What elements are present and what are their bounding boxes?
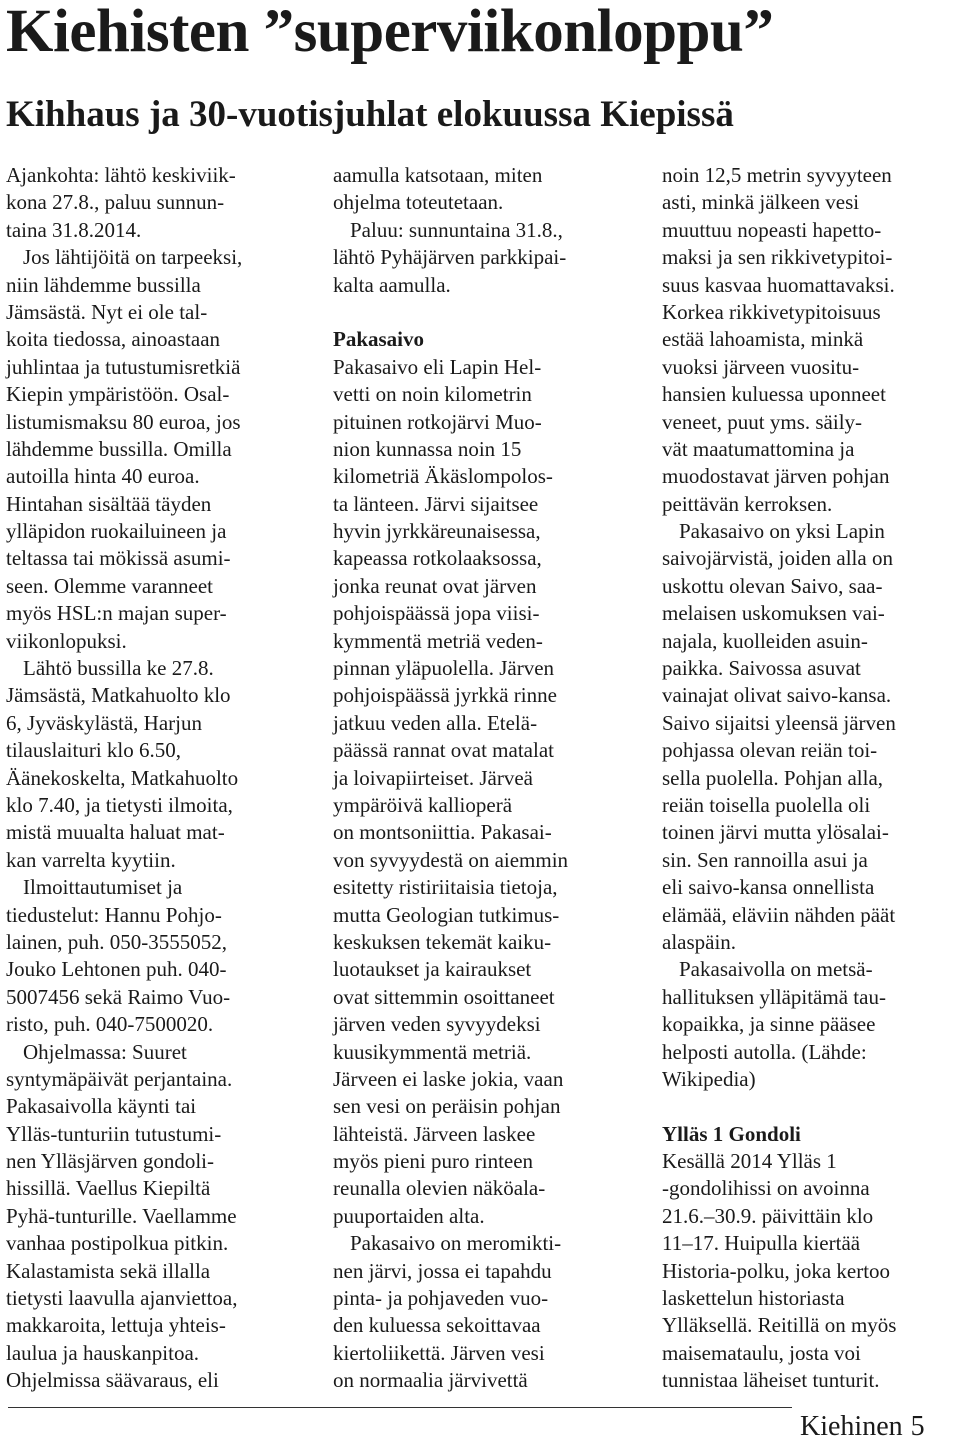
text-line: listumismaksu 80 euroa, jos [6, 409, 241, 434]
text-line: kalta aamulla. [333, 272, 451, 297]
text-line: pituinen rotkojärvi Muo- [333, 409, 542, 434]
text-line: klo 7.40, ja tietysti ilmoita, [6, 792, 233, 817]
text-line: tunnistaa läheiset tunturit. [662, 1368, 880, 1393]
article-column-3 [662, 162, 958, 1395]
text-line: juhlintaa ja tutustumisretkiä [6, 354, 241, 379]
text-line: uskottu olevan Saivo, saa- [662, 573, 883, 598]
text-line: Ohjelmassa: Suuret [23, 1039, 187, 1064]
text-line: sin. Sen rannoilla asui ja [662, 847, 868, 872]
text-line: nen järvi, jossa ei tapahdu [333, 1258, 552, 1283]
section-heading: Ylläs 1 Gondoli [662, 1121, 801, 1146]
text-line: syntymäpäivät perjantaina. [6, 1066, 233, 1091]
text-line: hyvin jyrkkäreunaisessa, [333, 519, 541, 544]
text-line: hallituksen ylläpitämä tau- [662, 984, 886, 1009]
text-line: Pakasaivo eli Lapin Hel- [333, 354, 542, 379]
text-line: Pakasaivolla on metsä- [679, 957, 873, 982]
text-line: Ilmoittautumiset ja [23, 875, 183, 900]
text-line: Kalastamista sekä illalla [6, 1258, 211, 1283]
text-line: jonka reunat ovat järven [333, 573, 537, 598]
text-line: tiedustelut: Hannu Pohjo- [6, 902, 222, 927]
text-line: viikonlopuksi. [6, 628, 127, 653]
text-line: teltassa tai mökissä asumi- [6, 546, 231, 571]
text-line: autoilla hinta 40 euroa. [6, 464, 200, 489]
text-line: vät maatumattomina ja [662, 436, 855, 461]
text-line: Hintahan sisältää täyden [6, 491, 212, 516]
text-line: Pyhä-tunturille. Vaellamme [6, 1203, 237, 1228]
text-line [662, 1093, 958, 1120]
text-line: taina 31.8.2014. [6, 217, 142, 242]
text-line: Ajankohta: lähtö keskiviik- [6, 163, 236, 187]
text-line: den kuluessa sekoittavaa [333, 1313, 541, 1338]
text-line: aamulla katsotaan, miten [333, 163, 543, 187]
text-line: muodostavat järven pohjan [662, 464, 890, 489]
text-line: tilauslaituri klo 6.50, [6, 738, 181, 763]
text-line: pohjoispäässä jyrkkä rinne [333, 683, 557, 708]
text-line: eli saivo-kansa onnellista [662, 875, 875, 900]
text-line: najala, kuolleiden asuin- [662, 628, 868, 653]
text-line: kuusikymmentä metriä. [333, 1039, 532, 1064]
text-line: luotaukset ja kairaukset [333, 957, 532, 982]
text-line: Ylläs-tunturiin tutustumi- [6, 1121, 222, 1146]
text-line: vetti on noin kilometrin [333, 382, 532, 407]
text-line: hissillä. Vaellus Kiepiltä [6, 1176, 211, 1201]
text-line: myös HSL:n majan super- [6, 601, 227, 626]
text-line: keskuksen tekemät kaiku- [333, 929, 552, 954]
text-line: vainajat olivat saivo-kansa. [662, 683, 892, 708]
text-line: kapeassa rotkolaaksossa, [333, 546, 542, 571]
text-line: pohjassa olevan reiän toi- [662, 738, 878, 763]
text-line: vuoksi järveen vuositu- [662, 354, 860, 379]
text-line: 21.6.–30.9. päivittäin klo [662, 1203, 874, 1228]
text-line: puuportaiden alta. [333, 1203, 485, 1228]
text-line: Saivo sijaitsi yleensä järven [662, 710, 896, 735]
text-line: risto, puh. 040-7500020. [6, 1012, 214, 1037]
text-line: nen Ylläsjärven gondoli- [6, 1149, 215, 1174]
text-line: on normaalia järvivettä [333, 1368, 528, 1393]
text-line: reunalla olevien näköala- [333, 1176, 546, 1201]
text-line: nion kunnassa noin 15 [333, 436, 522, 461]
text-line: ohjelma toteutetaan. [333, 190, 504, 215]
text-line: asti, minkä jälkeen vesi [662, 190, 860, 215]
text-line: lähtö Pyhäjärven parkkipai- [333, 245, 567, 270]
text-line: Kesällä 2014 Ylläs 1 [662, 1149, 837, 1174]
text-line: reiän toisella puolella oli [662, 792, 871, 817]
article-column-1 [6, 162, 302, 1395]
subheadline: Kihhaus ja 30-vuotisjuhlat elokuussa Kiepissä [6, 94, 734, 135]
text-line: mistä muualta haluat mat- [6, 820, 225, 845]
text-line: Historia-polku, joka kertoo [662, 1258, 891, 1283]
page-footer [800, 1411, 925, 1443]
text-line: Jos lähtijöitä on tarpeeksi, [23, 245, 243, 270]
text-line: 5007456 sekä Raimo Vuo- [6, 984, 231, 1009]
text-line: pinnan yläpuolella. Järven [333, 656, 555, 681]
page-number: 5 [910, 1411, 925, 1442]
text-line: Paluu: sunnuntaina 31.8., [350, 217, 563, 242]
text-line: melaisen uskomuksen vai- [662, 601, 885, 626]
article-column-2 [333, 162, 629, 1395]
publication-name: Kiehinen [800, 1411, 903, 1442]
text-line: toinen järvi mutta ylösalai- [662, 820, 889, 845]
text-line: esitetty ristiriitaisia tietoja, [333, 875, 558, 900]
text-line: alaspäin. [662, 929, 737, 954]
text-line: Järveen ei laske jokia, vaan [333, 1066, 564, 1091]
text-line: noin 12,5 metrin syvyyteen [662, 163, 892, 187]
text-line: Jämsästä, Matkahuolto klo [6, 683, 231, 708]
text-line: Pakasaivolla käynti tai [6, 1094, 197, 1119]
text-line: sella puolella. Pohjan alla, [662, 765, 884, 790]
text-line: lainen, puh. 050-3555052, [6, 929, 228, 954]
text-line: ovat sittemmin osoittaneet [333, 984, 555, 1009]
text-line: laskettelun historiasta [662, 1286, 845, 1311]
text-line: Jämsästä. Nyt ei ole tal- [6, 299, 208, 324]
text-line: 6, Jyväskylästä, Harjun [6, 710, 202, 735]
text-line: kan varrelta kyytiin. [6, 847, 176, 872]
text-line: tietysti laavulla ajanviettoa, [6, 1286, 238, 1311]
text-line: maisemataulu, josta voi [662, 1340, 861, 1365]
text-line: maksi ja sen rikkivetypitoi- [662, 245, 893, 270]
text-line: jatkuu veden alla. Etelä- [333, 710, 538, 735]
text-line: vanhaa postipolkua pitkin. [6, 1231, 229, 1256]
text-line: muuttuu nopeasti hapetto- [662, 217, 882, 242]
section-heading: Pakasaivo [333, 327, 425, 352]
text-line: veneet, puut yms. säily- [662, 409, 863, 434]
text-line [333, 299, 629, 326]
text-line: ympäröivä kallioperä [333, 792, 513, 817]
text-line: Äänekoskelta, Matkahuolto [6, 765, 239, 790]
text-line: laulua ja hauskanpitoa. [6, 1340, 200, 1365]
text-line: kilometriä Äkäslompolos- [333, 464, 553, 489]
text-line: suus kasvaa huomattavaksi. [662, 272, 895, 297]
text-line: ja loivapiirteiset. Järveä [333, 765, 534, 790]
text-line: saivojärvistä, joiden alla on [662, 546, 893, 571]
text-line: -gondolihissi on avoinna [662, 1176, 870, 1201]
text-line: von syvyydestä on aiemmin [333, 847, 569, 872]
text-line: mutta Geologian tutkimus- [333, 902, 560, 927]
text-line: lähteistä. Järveen laskee [333, 1121, 536, 1146]
text-line: sen vesi on peräisin pohjan [333, 1094, 561, 1119]
text-line: Ohjelmissa säävaraus, eli [6, 1368, 219, 1393]
text-line: estää lahoamista, minkä [662, 327, 864, 352]
text-line: paikka. Saivossa asuvat [662, 656, 861, 681]
text-line: pohjoispäässä jopa viisi- [333, 601, 540, 626]
text-line: makkaroita, lettuja yhteis- [6, 1313, 226, 1338]
text-line: pinta- ja pohjaveden vuo- [333, 1286, 549, 1311]
text-line: Korkea rikkivetypitoisuus [662, 299, 881, 324]
text-line: kymmentä metriä veden- [333, 628, 543, 653]
text-line: Pakasaivo on meromikti- [350, 1231, 562, 1256]
text-line: hansien kuluessa uponneet [662, 382, 886, 407]
text-line: kona 27.8., paluu sunnun- [6, 190, 225, 215]
text-line: niin lähdemme bussilla [6, 272, 201, 297]
text-line: lähdemme bussilla. Omilla [6, 436, 232, 461]
text-line: koita tiedossa, ainoastaan [6, 327, 221, 352]
text-line: kopaikka, ja sinne pääsee [662, 1012, 876, 1037]
headline: Kiehisten ”superviikonloppu” [6, 0, 774, 65]
text-line: seen. Olemme varanneet [6, 573, 213, 598]
text-line: Kiepin ympäristöön. Osal- [6, 382, 230, 407]
text-line: ta länteen. Järvi sijaitsee [333, 491, 539, 516]
text-line: Pakasaivo on yksi Lapin [679, 519, 885, 544]
text-line: Ylläksellä. Reitillä on myös [662, 1313, 897, 1338]
text-line: järven veden syvyydeksi [333, 1012, 541, 1037]
text-line: peittävän kerroksen. [662, 491, 833, 516]
text-line: Jouko Lehtonen puh. 040- [6, 957, 227, 982]
text-line: myös pieni puro rinteen [333, 1149, 534, 1174]
text-line: ylläpidon ruokailuineen ja [6, 519, 227, 544]
text-line: elämää, eläviin nähden päät [662, 902, 896, 927]
text-line: Wikipedia) [662, 1066, 756, 1091]
text-line: kiertoliikettä. Järven vesi [333, 1340, 545, 1365]
text-line: on montsoniittia. Pakasai- [333, 820, 552, 845]
text-line: päässä rannat ovat matalat [333, 738, 554, 763]
footer-rule [8, 1407, 792, 1408]
text-line: Lähtö bussilla ke 27.8. [23, 656, 214, 681]
text-line: 11–17. Huipulla kiertää [662, 1231, 861, 1256]
text-line: helposti autolla. (Lähde: [662, 1039, 867, 1064]
